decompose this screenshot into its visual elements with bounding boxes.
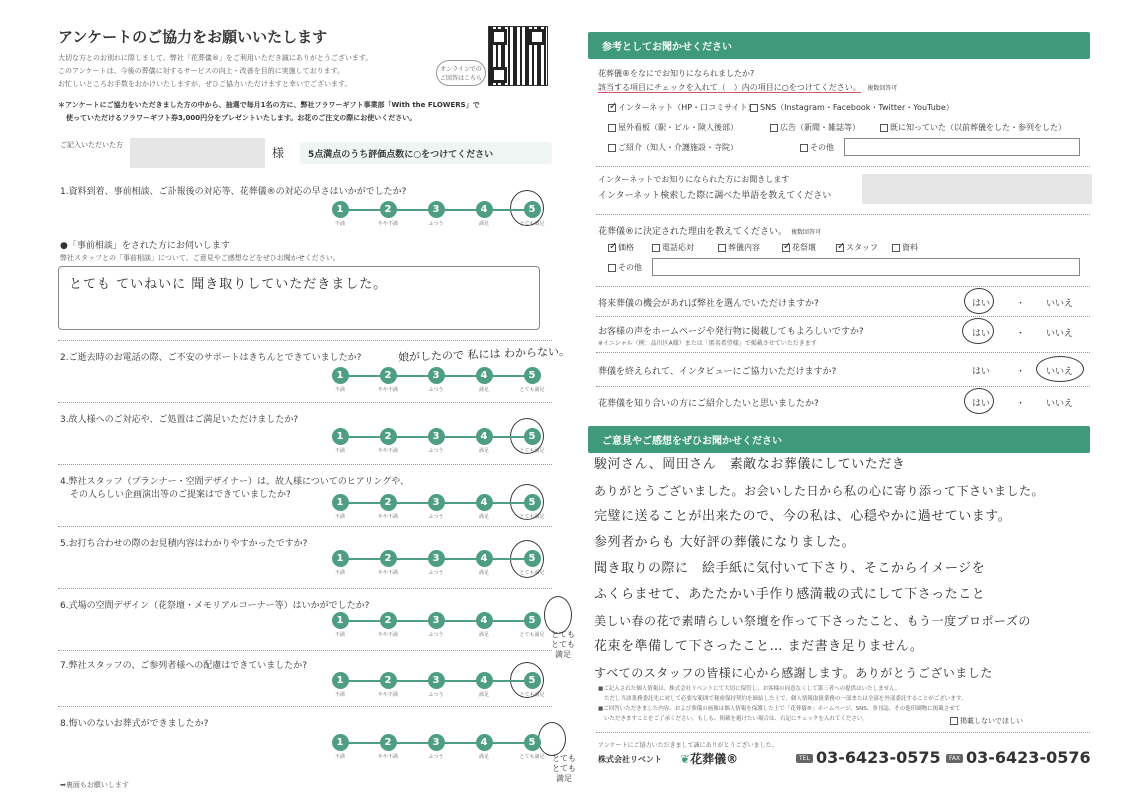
yn3-no[interactable]: いいえ: [1046, 367, 1074, 377]
rating-label: ふつう: [428, 221, 444, 227]
rating-label: やや不満: [377, 514, 398, 520]
leaf-icon: ❦: [680, 752, 691, 766]
checkbox-checked[interactable]: ✓: [783, 240, 792, 252]
pre-consult-answer-box[interactable]: [58, 266, 540, 330]
rating-label: 不満: [334, 221, 345, 227]
opt-internet-label: インターネット（HP・口コミサイト）: [618, 103, 756, 112]
opt-ad[interactable]: [770, 122, 860, 133]
rating-label: 満足: [478, 221, 489, 227]
rating-4[interactable]: 4: [476, 550, 493, 567]
reference-header: 参考としてお聞かせください: [588, 32, 1090, 59]
rating-label: 不満: [334, 754, 345, 760]
rating-label: とても満足: [519, 221, 545, 227]
rating-4[interactable]: 4: [476, 734, 493, 751]
question-8: 8.悔いのないお葬式ができましたか?: [60, 719, 209, 729]
question-5: 5.お打ち合わせの際のお見積内容はわかりやすかったですか?: [60, 539, 308, 549]
selected-rating-circle: [538, 722, 566, 756]
rating-label: 満足: [478, 387, 489, 393]
checkbox-checked[interactable]: ✓: [837, 240, 846, 252]
rating-2[interactable]: 2: [380, 201, 397, 218]
rating-5[interactable]: 5: [524, 612, 541, 629]
rating-2[interactable]: 2: [380, 612, 397, 629]
rating-5[interactable]: 5: [524, 494, 541, 511]
rating-label: ふつう: [428, 632, 444, 638]
rating-4[interactable]: 4: [476, 612, 493, 629]
checkbox[interactable]: [892, 244, 900, 252]
privacy-3: ■ご回答いただきました内容、および葬儀の画像は個人情報を保護した上で「花葬儀®」ホームページ、SNS、事刊誌、その他印刷物に掲載させて: [598, 706, 961, 712]
checkbox-checked[interactable]: ✓: [609, 240, 618, 252]
question-2: 2.ご逝去時のお電話の際、ご不安のサポートはきちんとできていましたか?: [60, 353, 362, 363]
reason-altar-label: 花祭壇: [792, 243, 816, 252]
rating-label: やや不満: [377, 221, 398, 227]
qr-code[interactable]: [488, 26, 548, 86]
back-page-note: ➡裏面もお願いします: [60, 781, 129, 789]
opt-known[interactable]: [880, 122, 1066, 133]
question-3: 3.故人様へのご対応や、ご処置はご満足いただけましたか?: [60, 415, 299, 425]
opt-signboard[interactable]: [608, 122, 738, 133]
reason-phone-label: 電話応対: [662, 243, 694, 252]
how-instruction-text: 該当する項目にチェックを入れて（ ）内の項目に○をつけてください。: [598, 83, 861, 92]
rating-1[interactable]: 1: [332, 550, 349, 567]
rating-label: やや不満: [377, 570, 398, 576]
rating-4[interactable]: 4: [476, 494, 493, 511]
opt-signboard-label: 屋外看板（駅・ビル・険人後部）: [618, 123, 738, 132]
separator-dot: ・: [1016, 299, 1026, 309]
rating-label: 不満: [334, 692, 345, 698]
rating-label: ふつう: [428, 570, 444, 576]
rating-5[interactable]: 5: [524, 201, 541, 218]
pre-consult-sub: 弊社スタッフとの「事前相談」について、ご意見やご感想などをぜひお聞かせください。: [60, 254, 340, 262]
tel-label: TEL: [796, 754, 813, 763]
search-words-field[interactable]: [862, 174, 1092, 204]
rating-label: やや不満: [377, 632, 398, 638]
opt-known-label: 既に知っていた（以前葬儀をした・参列をした）: [890, 123, 1066, 132]
opt-introduction-label: ご紹介（知人・介護施設・寺院）: [618, 143, 738, 152]
checkbox[interactable]: [950, 717, 958, 725]
privacy-1: ■ご記入された個人情報は、株式会社リベントにて大切に保管し、お客様の同意なくして第三者への提供はいたしません。: [598, 686, 901, 692]
brand-text: 花葬儀®: [690, 752, 739, 766]
reason-docs-label: 資料: [902, 243, 918, 252]
rating-3[interactable]: 3: [428, 550, 445, 567]
rating-label: とても満足: [519, 514, 545, 520]
reason-altar[interactable]: [782, 242, 816, 253]
sama-label: 様: [272, 146, 285, 160]
comment-line-6: ふくらませて、あたたかい手作り感満載の式にして下さったこと: [594, 587, 986, 602]
rating-3[interactable]: 3: [428, 672, 445, 689]
opt-other[interactable]: [800, 142, 834, 153]
reason-other-input[interactable]: [652, 258, 1080, 276]
rating-3[interactable]: 3: [428, 367, 445, 384]
rating-label: 不満: [334, 514, 345, 520]
rating-label: とても満足: [519, 387, 545, 393]
reason-content-label: 葬儀内容: [728, 243, 760, 252]
rating-instruction: 5点満点のうち評価点数に○をつけてください: [300, 142, 552, 164]
rating-label: ふつう: [428, 387, 444, 393]
question-6: 6.式場の空間デザイン（花祭壇・メモリアルコーナー等）はいかがでしたか?: [60, 601, 370, 611]
rating-5[interactable]: 5: [524, 672, 541, 689]
question-1: 1.資料到着、事前相談、ご訃報後の対応等、花葬儀®の対応の早さはいかがでしたか?: [60, 187, 407, 197]
no-publish-label: 掲載しないでほしい: [960, 717, 1023, 725]
question-4b: その人らしい企画演出等のご提案はできていましたか?: [70, 490, 291, 500]
intro-line-1: 大切な方とのお別れに際しまして、弊社「花葬儀®」をご利用いただき誠にありがとうございます。: [58, 54, 373, 62]
rating-scale-q8[interactable]: [316, 734, 556, 760]
rating-label: ふつう: [428, 448, 444, 454]
yn1-question: 将来葬儀の機会があれば弊社を選んでいただけますか?: [598, 299, 819, 309]
rating-label: やや不満: [377, 754, 398, 760]
rating-3[interactable]: 3: [428, 428, 445, 445]
rating-label: 満足: [478, 514, 489, 520]
internet-question: インターネットでお知りになられた方にお聞きします: [598, 175, 790, 184]
multi-answer-note: 複数回答可: [791, 229, 822, 236]
comment-line-7: 美しい春の花で素晴らしい祭壇を作って下さったこと、もう一度プロポーズの: [594, 614, 1031, 628]
opt-other-label: その他: [810, 143, 834, 152]
rating-3[interactable]: 3: [428, 734, 445, 751]
yn1-yes[interactable]: はい: [972, 299, 991, 309]
reason-staff-label: スタッフ: [846, 243, 878, 252]
rating-label: 不満: [334, 448, 345, 454]
checkbox[interactable]: [718, 244, 726, 252]
checkbox[interactable]: [608, 264, 616, 272]
reason-other-label: その他: [618, 263, 642, 272]
rating-5[interactable]: 5: [524, 367, 541, 384]
other-input[interactable]: [844, 138, 1080, 156]
rating-label: ふつう: [428, 692, 444, 698]
comment-line-8: 花束を準備して下さったこと… まだ書き足りません。: [594, 639, 924, 654]
rating-1[interactable]: 1: [332, 428, 349, 445]
rating-2[interactable]: 2: [380, 367, 397, 384]
rating-label: やや不満: [377, 387, 398, 393]
rating-1[interactable]: 1: [332, 367, 349, 384]
selected-yes-circle: [964, 288, 994, 314]
comment-box[interactable]: [594, 452, 1092, 680]
reason-price-label: 価格: [618, 243, 634, 252]
rating-label: 満足: [478, 692, 489, 698]
rating-label: とても満足: [519, 448, 545, 454]
opt-sns[interactable]: [750, 102, 954, 113]
brand-logo: [680, 750, 738, 767]
checkbox[interactable]: [800, 144, 808, 152]
comment-line-4: 参列者からも 大好評の葬儀になりました。: [594, 535, 856, 550]
selected-rating-circle: [544, 596, 572, 634]
yn2-no[interactable]: いいえ: [1046, 329, 1074, 339]
prize-line-1: ＊アンケートにご協力をいただきました方の中から、抽選で毎月1名の方に、弊社フラワーギフト事業部「With the FLOWERS」で: [58, 101, 480, 109]
reason-docs[interactable]: [892, 242, 918, 253]
checkbox[interactable]: [880, 124, 888, 132]
checkbox[interactable]: [652, 244, 660, 252]
opinion-header: ご意見やご感想をぜひお聞かせください: [588, 426, 1090, 453]
rating-label: 不満: [334, 632, 345, 638]
rating-5[interactable]: 5: [524, 734, 541, 751]
rating-label: 不満: [334, 387, 345, 393]
pre-consult-answer: とても ていねいに 聞き取りしていただきました。: [69, 277, 388, 292]
privacy-4: いただきますことをご了承ください。もしも、掲載を避けたい場合は、右記にチェックを入れてください。: [604, 716, 868, 722]
separator-dot: ・: [1016, 367, 1026, 377]
rating-2[interactable]: 2: [380, 734, 397, 751]
checkbox[interactable]: [750, 104, 758, 112]
pre-consult-title: ●「事前相談」をされた方にお伺いします: [60, 241, 230, 251]
q6-handwritten-note: とても とても 満足: [551, 630, 575, 659]
intro-line-2: このアンケートは、今後の葬儀に対するサービスの向上・改善を目的に実施しております。: [58, 67, 345, 75]
rating-5[interactable]: 5: [524, 550, 541, 567]
rating-label: ふつう: [428, 514, 444, 520]
rating-3[interactable]: 3: [428, 494, 445, 511]
survey-title: アンケートのご協力をお願いいたします: [58, 28, 328, 46]
reason-content[interactable]: [718, 242, 760, 253]
fax-label: FAX: [946, 754, 963, 763]
rating-label: ふつう: [428, 754, 444, 760]
separator-dot: ・: [1016, 399, 1026, 409]
question-7: 7.弊社スタッフの、ご参列者様への配慮はできていましたか?: [60, 661, 308, 671]
rating-1[interactable]: 1: [332, 201, 349, 218]
comment-line-2: ありがとうございました。お会いした日から私の心に寄り添って下さいました。: [594, 484, 1045, 498]
rating-3[interactable]: 3: [428, 201, 445, 218]
prize-line-2: 使っていただけるフラワーギフト券3,000円分をプレゼントいたします。お花のご注文の際にお使いください。: [66, 114, 417, 122]
rating-4[interactable]: 4: [476, 672, 493, 689]
opt-internet[interactable]: [608, 102, 756, 113]
selected-no-circle: [1036, 356, 1084, 382]
rating-5[interactable]: 5: [524, 428, 541, 445]
yn2-question: お客様の声をホームページや発行物に掲載してもよろしいですか?: [598, 327, 864, 337]
rating-label: とても満足: [519, 570, 545, 576]
q2-handwritten-note: 娘がしたので 私には わからない。: [397, 345, 571, 364]
name-label: ご記入いただいた方: [60, 141, 123, 149]
selected-yes-circle: [964, 388, 994, 414]
rating-2[interactable]: 2: [380, 494, 397, 511]
rating-label: 満足: [478, 632, 489, 638]
reason-other[interactable]: [608, 262, 642, 273]
rating-scale-q2[interactable]: [316, 367, 556, 393]
reason-price[interactable]: [608, 242, 634, 253]
rating-scale-q6[interactable]: [316, 612, 556, 638]
rating-label: とても満足: [519, 754, 545, 760]
reason-question: [598, 224, 821, 237]
rating-label: 満足: [478, 754, 489, 760]
rating-4[interactable]: 4: [476, 428, 493, 445]
opt-sns-label: SNS（Instagram・Facebook・Twitter・YouTube）: [760, 103, 954, 112]
rating-2[interactable]: 2: [380, 672, 397, 689]
rating-2[interactable]: 2: [380, 428, 397, 445]
question-4a: 4.弊社スタッフ（プランナー・空間デザイナー）は、故人様についてのヒアリングや、: [60, 477, 410, 487]
yn1-no[interactable]: いいえ: [1046, 299, 1074, 309]
rating-label: やや不満: [377, 692, 398, 698]
rating-label: 満足: [478, 570, 489, 576]
rating-label: とても満足: [519, 692, 545, 698]
yn3-yes[interactable]: はい: [972, 367, 991, 377]
yn2-yes[interactable]: はい: [972, 329, 991, 339]
internet-sub: インターネット検索した際に調べた単語を教えてください: [598, 191, 832, 201]
thanks-note: アンケートにご協力いただきまして誠にありがとうございました。: [598, 742, 778, 749]
rating-1[interactable]: 1: [332, 612, 349, 629]
checkbox-checked[interactable]: ✓: [609, 100, 618, 112]
yn3-question: 葬儀を終えられて、インタビューにご協力いただけますか?: [598, 367, 837, 377]
checkbox[interactable]: [608, 144, 616, 152]
rating-4[interactable]: 4: [476, 367, 493, 384]
rating-label: とても満足: [519, 632, 545, 638]
yn4-yes[interactable]: はい: [972, 399, 991, 409]
tel-number[interactable]: 03-6423-0575: [816, 748, 941, 767]
reason-staff[interactable]: [836, 242, 878, 253]
checkbox[interactable]: [608, 124, 616, 132]
yn4-question: 花葬儀を知り合いの方にご紹介したいと思いましたか?: [598, 399, 819, 409]
comment-line-9: すべてのスタッフの皆様に心から感謝します。ありがとうございました: [594, 666, 993, 680]
rating-4[interactable]: 4: [476, 201, 493, 218]
privacy-2: ただし当該業務委託先に対して必要な範囲で秘密保持契約を締結した上で、個人情報取扱業務の一部または全部を外部委託することがございます。: [604, 696, 967, 702]
checkbox[interactable]: [770, 124, 778, 132]
separator-dot: ・: [1016, 329, 1026, 339]
q8-handwritten-note: とても とても 満足: [552, 754, 576, 783]
rating-1[interactable]: 1: [332, 494, 349, 511]
opt-introduction[interactable]: [608, 142, 738, 153]
reason-question-text: 花葬儀®に決定された理由を教えてください。: [598, 227, 788, 237]
fax-number[interactable]: 03-6423-0576: [966, 748, 1091, 767]
comment-line-1: 駿河さん、岡田さん 素敵なお葬儀にしていただき: [594, 457, 906, 472]
qr-note: オンラインでのご回答はこちら: [436, 60, 486, 86]
comment-line-3: 完璧に送ることが出来たので、今の私は、心穏やかに過せています。: [594, 509, 1012, 524]
reason-phone[interactable]: [652, 242, 694, 253]
how-instruction: [598, 82, 897, 93]
rating-1[interactable]: 1: [332, 672, 349, 689]
rating-label: 満足: [478, 448, 489, 454]
name-field[interactable]: [130, 138, 265, 168]
rating-3[interactable]: 3: [428, 612, 445, 629]
selected-yes-circle: [962, 318, 994, 344]
rating-label: 不満: [334, 570, 345, 576]
yn4-no[interactable]: いいえ: [1046, 399, 1074, 409]
rating-1[interactable]: 1: [332, 734, 349, 751]
no-publish-option[interactable]: [950, 716, 1023, 726]
intro-line-3: お忙しいところお手数をおかけいたしますが、ぜひご協力いただけますと幸いでございます。: [58, 80, 352, 88]
multi-answer-note: 複数回答可: [867, 85, 898, 92]
comment-line-5: 聞き取りの際に 絵手紙に気付いて下さり、そこからイメージを: [594, 561, 986, 576]
how-question: 花葬儀®をなにでお知りになられましたか?: [598, 69, 755, 78]
rating-label: やや不満: [377, 448, 398, 454]
rating-2[interactable]: 2: [380, 550, 397, 567]
company-name: 株式会社リベント: [598, 755, 662, 764]
yn2-sub: ※イニシャル（例：品川区A様）または「匿名希望様」で掲載させていただきます: [598, 340, 817, 347]
opt-ad-label: 広告（新聞・雑誌等）: [780, 123, 860, 132]
